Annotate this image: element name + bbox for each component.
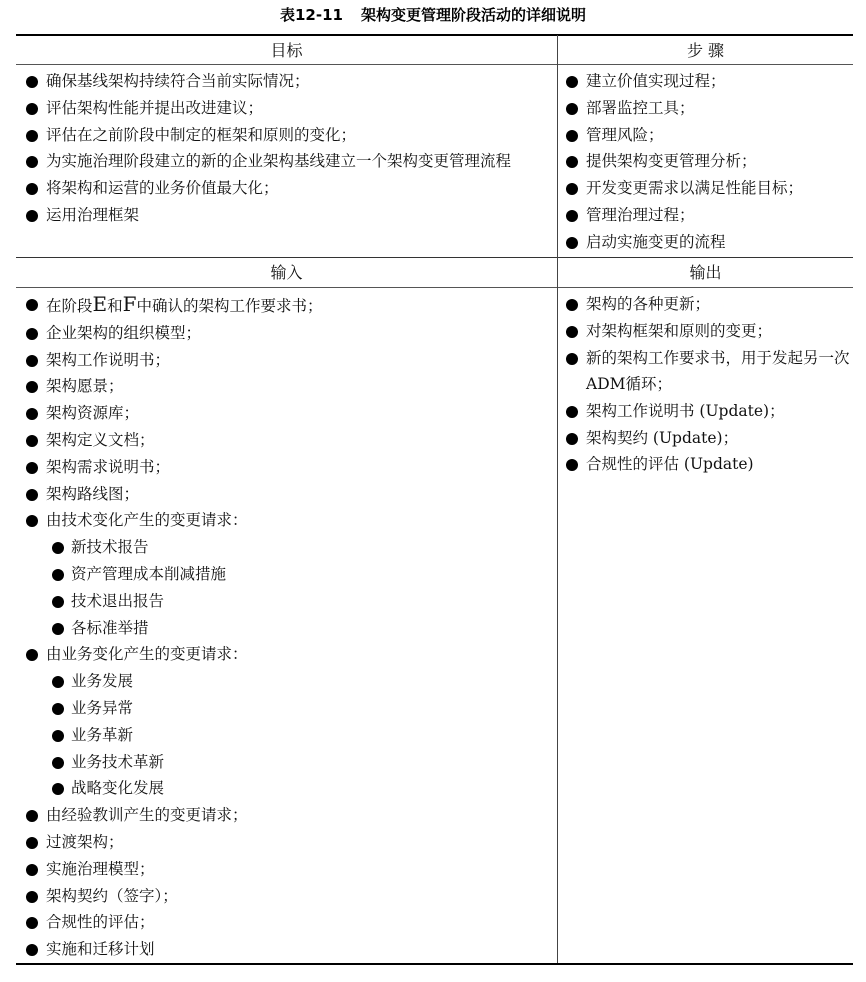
list-item: 对架构框架和原则的变更； bbox=[556, 318, 852, 345]
header-inputs: 输入 bbox=[270, 263, 303, 282]
bullet-icon bbox=[566, 156, 578, 168]
list-item: 由业务变化产生的变更请求： bbox=[16, 641, 554, 668]
list-item: 架构契约（签字）； bbox=[16, 883, 554, 910]
sub-list-item: 业务发展 bbox=[16, 668, 554, 695]
list-item: 架构路线图； bbox=[16, 481, 554, 508]
bullet-icon bbox=[26, 864, 38, 876]
bullet-icon bbox=[26, 435, 38, 447]
bullet-icon bbox=[566, 210, 578, 222]
bullet-icon bbox=[52, 596, 64, 608]
list-item: 开发变更需求以满足性能目标； bbox=[556, 175, 852, 202]
header-steps: 步 骤 bbox=[686, 41, 725, 60]
list-item: 架构资源库； bbox=[16, 400, 554, 427]
list-item: 架构契约 (Update)； bbox=[556, 425, 852, 452]
list-item: 提供架构变更管理分析； bbox=[556, 148, 852, 175]
bullet-icon bbox=[26, 408, 38, 420]
outputs-list bbox=[556, 291, 852, 478]
list-item: 启动实施变更的流程 bbox=[556, 229, 852, 256]
list-item: 架构需求说明书； bbox=[16, 454, 554, 481]
bullet-icon bbox=[26, 649, 38, 661]
list-item: 评估在之前阶段中制定的框架和原则的变化； bbox=[16, 122, 554, 149]
table-top-rule bbox=[16, 34, 853, 36]
table-caption: 架构变更管理阶段活动的详细说明 bbox=[360, 6, 586, 24]
list-item: 合规性的评估； bbox=[16, 909, 554, 936]
bullet-icon bbox=[26, 183, 38, 195]
header-rule-2 bbox=[16, 287, 853, 288]
bullet-icon bbox=[566, 326, 578, 338]
header-objectives: 目标 bbox=[270, 41, 303, 60]
bullet-icon bbox=[52, 703, 64, 715]
list-item: 实施治理模型； bbox=[16, 856, 554, 883]
bullet-icon bbox=[26, 76, 38, 88]
list-item: 架构工作说明书； bbox=[16, 347, 554, 374]
header-rule-1 bbox=[16, 64, 853, 65]
list-item: 架构工作说明书 (Update)； bbox=[556, 398, 852, 425]
sub-list-item: 资产管理成本削减措施 bbox=[16, 561, 554, 588]
bullet-icon bbox=[566, 183, 578, 195]
list-item: 企业架构的组织模型； bbox=[16, 320, 554, 347]
bullet-icon bbox=[566, 237, 578, 249]
bullet-icon bbox=[26, 837, 38, 849]
bullet-icon bbox=[26, 810, 38, 822]
bullet-icon bbox=[566, 353, 578, 365]
bullet-icon bbox=[52, 542, 64, 554]
bullet-icon bbox=[52, 676, 64, 688]
list-item: 合规性的评估 (Update) bbox=[556, 451, 852, 478]
bullet-icon bbox=[566, 459, 578, 471]
bullet-icon bbox=[52, 757, 64, 769]
table-number: 表12-11 bbox=[280, 6, 343, 24]
bullet-icon bbox=[566, 76, 578, 88]
bullet-icon bbox=[26, 489, 38, 501]
bullet-icon bbox=[26, 917, 38, 929]
section-rule bbox=[16, 257, 853, 258]
bullet-icon bbox=[26, 210, 38, 222]
list-item: 确保基线架构持续符合当前实际情况； bbox=[16, 68, 554, 95]
bullet-icon bbox=[566, 406, 578, 418]
list-item: 新的架构工作要求书，用于发起另一次ADM循环； bbox=[556, 345, 852, 398]
bullet-icon bbox=[566, 103, 578, 115]
bullet-icon bbox=[52, 783, 64, 795]
bullet-icon bbox=[52, 623, 64, 635]
bullet-icon bbox=[566, 433, 578, 445]
sub-list-item: 业务异常 bbox=[16, 695, 554, 722]
bullet-icon bbox=[26, 462, 38, 474]
list-item: 部署监控工具； bbox=[556, 95, 852, 122]
bullet-icon bbox=[566, 299, 578, 311]
sub-list-item: 新技术报告 bbox=[16, 534, 554, 561]
objectives-list bbox=[16, 68, 554, 229]
list-item: 管理治理过程； bbox=[556, 202, 852, 229]
header-outputs: 输出 bbox=[689, 263, 722, 282]
sub-list-item: 业务革新 bbox=[16, 722, 554, 749]
bullet-icon bbox=[52, 730, 64, 742]
list-item: 由技术变化产生的变更请求： bbox=[16, 507, 554, 534]
list-item: 实施和迁移计划 bbox=[16, 936, 554, 963]
list-item: 运用治理框架 bbox=[16, 202, 554, 229]
table-bottom-rule bbox=[16, 963, 853, 965]
steps-list bbox=[556, 68, 852, 256]
bullet-icon bbox=[26, 299, 38, 311]
bullet-icon bbox=[26, 891, 38, 903]
list-item: 架构愿景； bbox=[16, 373, 554, 400]
list-item: 架构定义文档； bbox=[16, 427, 554, 454]
bullet-icon bbox=[566, 130, 578, 142]
list-item: 将架构和运营的业务价值最大化； bbox=[16, 175, 554, 202]
bullet-icon bbox=[26, 381, 38, 393]
list-item: 管理风险； bbox=[556, 122, 852, 149]
list-item: 过渡架构； bbox=[16, 829, 554, 856]
list-item: 评估架构性能并提出改进建议； bbox=[16, 95, 554, 122]
bullet-icon bbox=[26, 156, 38, 168]
list-item: 由经验教训产生的变更请求； bbox=[16, 802, 554, 829]
list-item: 架构的各种更新； bbox=[556, 291, 852, 318]
bullet-icon bbox=[26, 130, 38, 142]
bullet-icon bbox=[26, 355, 38, 367]
bullet-icon bbox=[26, 944, 38, 956]
bullet-icon bbox=[26, 515, 38, 527]
list-item: 建立价值实现过程； bbox=[556, 68, 852, 95]
bullet-icon bbox=[26, 328, 38, 340]
table-title bbox=[0, 4, 866, 25]
bullet-icon bbox=[52, 569, 64, 581]
sub-list-item: 各标准举措 bbox=[16, 615, 554, 642]
list-item: 为实施治理阶段建立的新的企业架构基线建立一个架构变更管理流程 bbox=[16, 148, 554, 175]
sub-list-item: 技术退出报告 bbox=[16, 588, 554, 615]
bullet-icon bbox=[26, 103, 38, 115]
list-item: 在阶段E和F中确认的架构工作要求书； bbox=[16, 291, 554, 320]
sub-list-item: 业务技术革新 bbox=[16, 749, 554, 776]
inputs-list bbox=[16, 291, 554, 963]
sub-list-item: 战略变化发展 bbox=[16, 775, 554, 802]
